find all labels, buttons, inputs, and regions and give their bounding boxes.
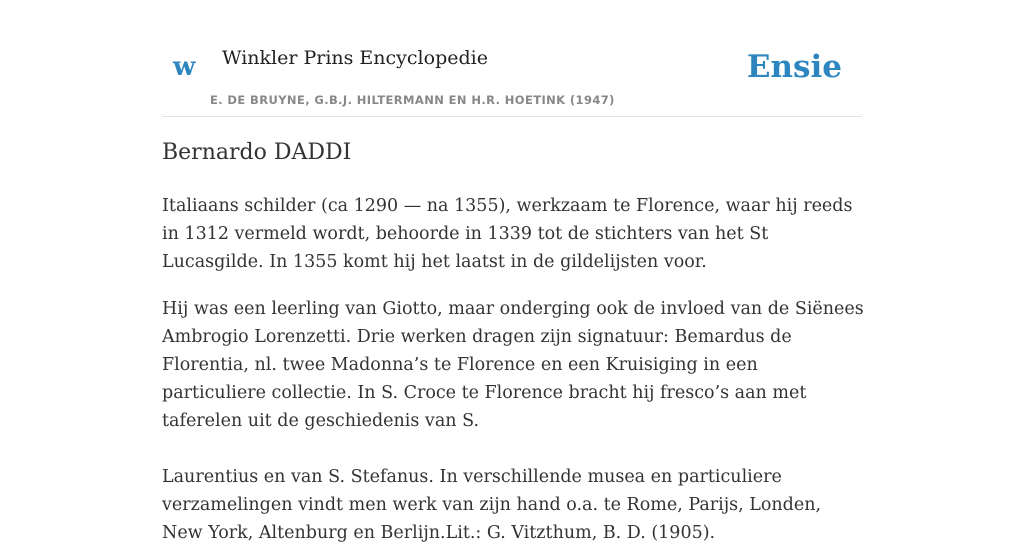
article-paragraph: Laurentius en van S. Stefanus. In verschillende musea en particuliere verzamelingen vindt men werk van zijn hand o.a. te Rome, Parijs, Londen, New York, Altenburg en Berlijn.Lit.: G. Vitzthum, B. D. (1905).	[162, 467, 822, 543]
article-paragraph: Hij was een leerling van Giotto, maar onderging ook de invloed van de Siënees Ambrogio Lorenzetti. Drie werken dragen zijn signatuur: Bemardus de Florentia, nl. twee Madonna’s te Florence en een Kruisiging in een particuliere collectie. In S. Croce te Florence bracht hij fresco’s aan met taferelen uit de geschiedenis van S.	[162, 299, 864, 431]
article-body	[162, 192, 864, 547]
brand-logo[interactable]: Ensie	[746, 49, 842, 85]
article-title: Bernardo DADDI	[162, 140, 352, 165]
site-header	[162, 36, 862, 117]
publication-authors: E. DE BRUYNE, G.B.J. HILTERMANN EN H.R. HOETINK (1947)	[210, 93, 615, 107]
publication-logo[interactable]: w	[173, 52, 196, 82]
publication-title[interactable]: Winkler Prins Encyclopedie	[222, 47, 488, 69]
article-paragraph: Italiaans schilder (ca 1290 — na 1355), werkzaam te Florence, waar hij reeds in 1312 vermeld wordt, behoorde in 1339 tot de stichters van het St Lucasgilde. In 1355 komt hij het laatst in de gildelijsten voor.	[162, 196, 853, 272]
